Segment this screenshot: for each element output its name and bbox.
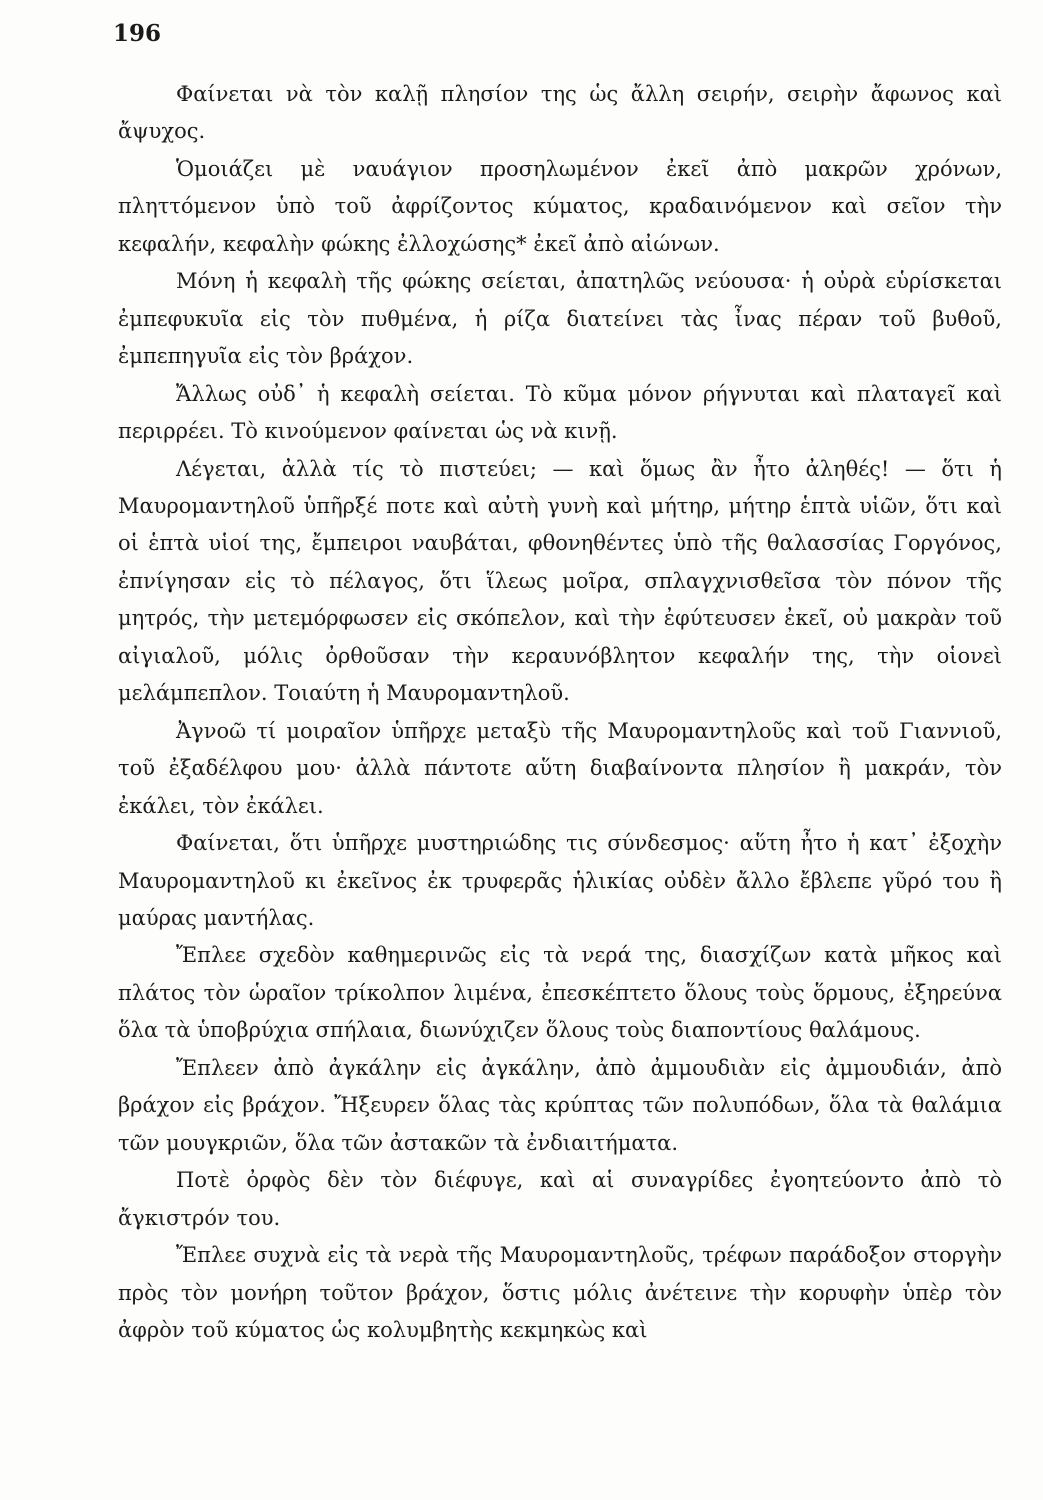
paragraph-3: Μόνη ἡ κεφαλὴ τῆς φώκης σείεται, ἀπατηλῶς νεύουσα· ἡ οὐρὰ εὑρίσκεται ἐμπεφυκυῖα εἰς τὸν πυθμένα, ἡ ρίζα διατείνει τὰς ἶνας πέραν τοῦ βυθοῦ, ἐμπεπηγυῖα εἰς τὸν βράχον. bbox=[118, 269, 1002, 369]
paragraph-10: Ποτὲ ὀρφὸς δὲν τὸν διέφυγε, καὶ αἱ συναγρίδες ἐγοητεύοντο ἀπὸ τὸ ἄγκιστρόν του. bbox=[118, 1168, 1002, 1230]
paragraph-9: Ἔπλεεν ἀπὸ ἀγκάλην εἰς ἀγκάλην, ἀπὸ ἀμμουδιὰν εἰς ἀμμουδιάν, ἀπὸ βράχον εἰς βράχον. Ἤξευρεν ὅλας τὰς κρύπτας τῶν πολυπόδων, ὅλα τὰ θαλάμια τῶν μουγκριῶν, ὅλα τῶν ἀστακῶν τὰ ἐνδιαιτήματα. bbox=[118, 1055, 1002, 1155]
paragraph-5: Λέγεται, ἀλλὰ τίς τὸ πιστεύει; — καὶ ὅμως ἂν ἦτο ἀληθές! — ὅτι ἡ Μαυρομαντηλοῦ ὑπῆρξέ ποτε καὶ αὐτὴ γυνὴ καὶ μήτηρ, μήτηρ ἑπτὰ υἱῶν, ὅτι καὶ οἱ ἑπτὰ υἱοί της, ἔμπειροι ναυβάται, φθονηθέντες ὑπὸ τῆς θαλασσίας Γοργόνος, ἐπνίγησαν εἰς τὸ πέλαγος, ὅτι ἵλεως μοῖρα, σπλαγχνισθεῖσα τὸν πόνον τῆς μητρός, τὴν μετεμόρφωσεν εἰς σκόπελον, καὶ τὴν ἐφύτευσεν ἐκεῖ, οὐ μακρὰν τοῦ αἰγιαλοῦ, μόλις ὀρθοῦσαν τὴν κεραυνόβλητον κεφαλήν της, τὴν οἱονεὶ μελάμπεπλον. Τοιαύτη ἡ Μαυρομαντηλοῦ. bbox=[118, 456, 1002, 706]
paragraph-7: Φαίνεται, ὅτι ὑπῆρχε μυστηριώδης τις σύνδεσμος· αὕτη ἦτο ἡ κατ᾿ ἐξοχὴν Μαυρομαντηλοῦ κι ἐκεῖνος ἐκ τρυφερᾶς ἡλικίας οὐδὲν ἄλλο ἔβλεπε γῦρό του ἢ μαύρας μαντήλας. bbox=[118, 831, 1002, 930]
paragraph-2: Ὁμοιάζει μὲ ναυάγιον προσηλωμένον ἐκεῖ ἀπὸ μακρῶν χρόνων, πληττόμενον ὑπὸ τοῦ ἀφρίζοντος κύματος, κραδαινόμενον καὶ σεῖον τὴν κεφαλήν, κεφαλὴν φώκης ἐλλοχώσης* ἐκεῖ ἀπὸ αἰώνων. bbox=[118, 156, 1002, 256]
page-number: 196 bbox=[113, 20, 162, 47]
paragraph-6: Ἀγνοῶ τί μοιραῖον ὑπῆρχε μεταξὺ τῆς Μαυρομαντηλοῦς καὶ τοῦ Γιαννιοῦ, τοῦ ἐξαδέλφου μου· ἀλλὰ πάντοτε αὕτη διαβαίνοντα πλησίον ἢ μακράν, τὸν ἐκάλει, τὸν ἐκάλει. bbox=[118, 718, 1002, 818]
paragraph-1: Φαίνεται νὰ τὸν καλῇ πλησίον της ὡς ἄλλη σειρήν, σειρὴν ἄφωνος καὶ ἄψυχος. bbox=[118, 82, 1002, 144]
body-text bbox=[118, 76, 1002, 1349]
paragraph-4: Ἄλλως οὐδ᾿ ἡ κεφαλὴ σείεται. Τὸ κῦμα μόνον ρήγνυται καὶ πλαταγεῖ καὶ περιρρέει. Τὸ κινούμενον φαίνεται ὡς νὰ κινῇ. bbox=[118, 381, 1002, 444]
paragraph-11: Ἔπλεε συχνὰ εἰς τὰ νερὰ τῆς Μαυρομαντηλοῦς, τρέφων παράδοξον στοργὴν πρὸς τὸν μονήρη τοῦτον βράχον, ὅστις μόλις ἀνέτεινε τὴν κορυφὴν ὑπὲρ τὸν ἀφρὸν τοῦ κύματος ὡς κολυμβητὴς κεκμηκὼς καὶ bbox=[118, 1243, 1002, 1342]
paragraph-8: Ἔπλεε σχεδὸν καθημερινῶς εἰς τὰ νερά της, διασχίζων κατὰ μῆκος καὶ πλάτος τὸν ὡραῖον τρίκολπον λιμένα, ἐπεσκέπτετο ὅλους τοὺς ὅρμους, ἐξηρεύνα ὅλα τὰ ὑποβρύχια σπήλαια, διωνύχιζεν ὅλους τοὺς διαποντίους θαλάμους. bbox=[118, 943, 1002, 1043]
